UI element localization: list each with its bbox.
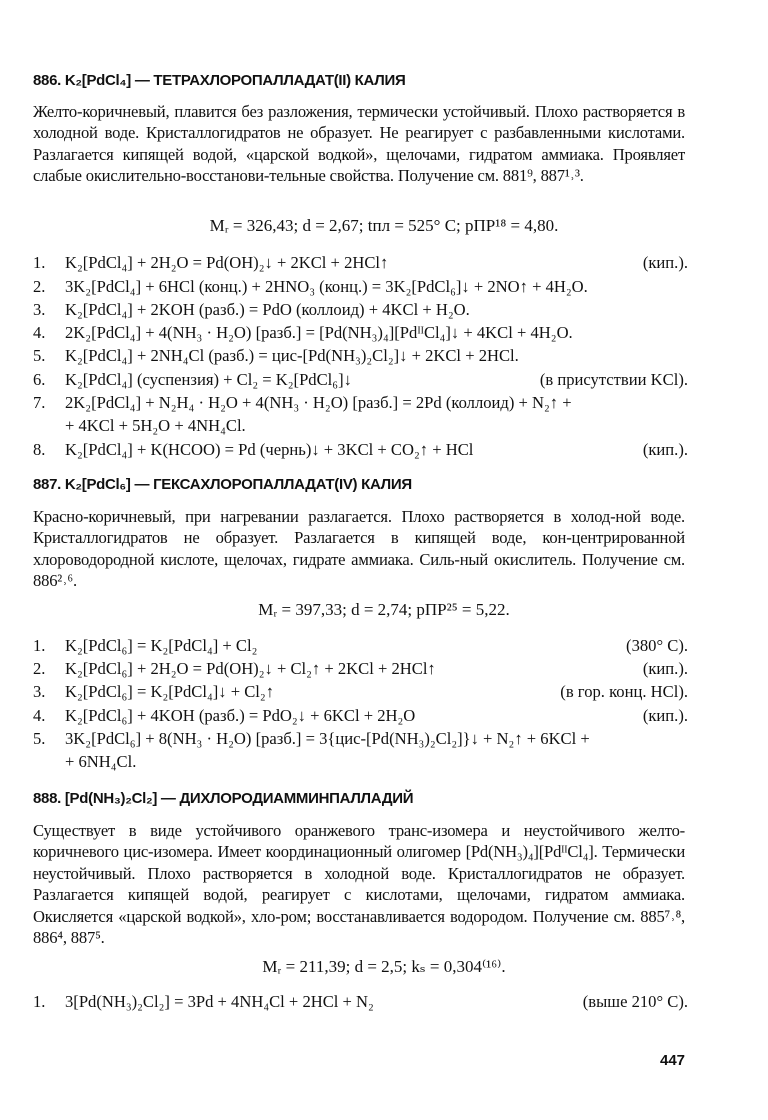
reaction-equation: K₂[PdCl₄] + 2NH₄Cl (разб.) = цис-[Pd(NH₃)₂Cl₂]↓ + 2KCl + 2HCl.: [65, 346, 519, 365]
reaction-equation: K₂[PdCl₆] + 4KOH (разб.) = PdO₂↓ + 6KCl + 2H₂O: [65, 706, 416, 725]
reaction-equation: 2K₂[PdCl₄] + 4(NH₃ · H₂O) [разб.] = [Pd(NH₃)₄][PdᴵᴵCl₄]↓ + 4KCl + 4H₂O.: [65, 323, 573, 342]
page-number: 447: [660, 1052, 686, 1069]
reaction-number: 1.: [33, 636, 46, 655]
reaction-condition: (кип.).: [642, 440, 688, 459]
reaction-equation: 2K₂[PdCl₄] + N₂H₄ · H₂O + 4(NH₃ · H₂O) [разб.] = 2Pd (коллоид) + N₂↑ +: [65, 393, 572, 412]
reaction-equation: K₂[PdCl₄] + K(HCOO) = Pd (чернь)↓ + 3KCl + CO₂↑ + HCl: [65, 440, 474, 459]
reaction-number: 6.: [33, 370, 46, 389]
section-888-properties: Mᵣ = 211,39; d = 2,5; kₛ = 0,304⁽¹⁶⁾.: [262, 957, 506, 976]
reaction-number: 3.: [33, 300, 46, 319]
section-888-description: Существует в виде устойчивого оранжевого транс-изомера и неустойчивого желто-коричневого цис-изомера. Имеет координационный олигомер [Pd(NH₃)₄][PdᴵᴵCl₄]. Термически неустойчивый. Плохо растворяется в холодной воде. Кристаллогидратов не образует. Разлагается кипящей водой, реагирует с кислотами, щелочами, гидратом аммиака. Окисляется «царской водкой», хло-ром; восстанавливается водородом. Получение см. 885⁷˒⁸, 886⁴, 887⁵.: [33, 821, 685, 948]
reaction-equation: K₂[PdCl₄] (суспензия) + Cl₂ = K₂[PdCl₆]↓: [65, 370, 352, 389]
reaction-number: 4.: [33, 706, 46, 725]
section-886-heading: 886. K₂[PdCl₄] — ТЕТРАХЛОРОПАЛЛАДАТ(II) КАЛИЯ: [33, 72, 406, 89]
reaction-equation: + 6NH₄Cl.: [65, 752, 137, 771]
reaction-number: 3.: [33, 682, 46, 701]
reaction-equation: K₂[PdCl₄] + 2KOH (разб.) = PdO (коллоид) + 4KCl + H₂O.: [65, 300, 470, 319]
reaction-condition: (в гор. конц. HCl).: [560, 682, 688, 701]
reaction-equation: K₂[PdCl₆] = K₂[PdCl₄]↓ + Cl₂↑: [65, 682, 274, 701]
section-888-heading: 888. [Pd(NH₃)₂Cl₂] — ДИХЛОРОДИАММИНПАЛЛАДИЙ: [33, 790, 414, 807]
reaction-equation: K₂[PdCl₆] + 2H₂O = Pd(OH)₂↓ + Cl₂↑ + 2KCl + 2HCl↑: [65, 659, 436, 678]
section-887-properties: Mᵣ = 397,33; d = 2,74; pПР²⁵ = 5,22.: [258, 600, 510, 619]
reaction-number: 2.: [33, 659, 46, 678]
reaction-condition: (кип.).: [642, 253, 688, 272]
section-886-properties: Mᵣ = 326,43; d = 2,67; tпл = 525° C; pПР¹⁸ = 4,80.: [209, 216, 559, 235]
reaction-condition: (кип.).: [642, 706, 688, 725]
reaction-number: 5.: [33, 729, 46, 748]
reaction-equation: 3[Pd(NH₃)₂Cl₂] = 3Pd + 4NH₄Cl + 2HCl + N₂: [65, 992, 374, 1011]
reaction-number: 1.: [33, 253, 46, 272]
reaction-condition: (выше 210° C).: [582, 992, 688, 1011]
reaction-condition: (кип.).: [642, 659, 688, 678]
reaction-equation: 3K₂[PdCl₆] + 8(NH₃ · H₂O) [разб.] = 3{цис-[Pd(NH₃)₂Cl₂]}↓ + N₂↑ + 6KCl +: [65, 729, 590, 748]
reaction-equation: + 4KCl + 5H₂O + 4NH₄Cl.: [65, 416, 246, 435]
section-887-description: Красно-коричневый, при нагревании разлагается. Плохо растворяется в холод-ной воде. Кристаллогидратов не образует. Разлагается в кипящей воде, кон-центрированной хлороводородной кислоте, щелочах, гидрате аммиака. Силь-ный окислитель. Получение см. 886²˒⁶.: [33, 507, 685, 591]
reaction-number: 5.: [33, 346, 46, 365]
reaction-number: 1.: [33, 992, 46, 1011]
reaction-number: 8.: [33, 440, 46, 459]
section-887-heading: 887. K₂[PdCl₆] — ГЕКСАХЛОРОПАЛЛАДАТ(IV) КАЛИЯ: [33, 476, 412, 493]
reaction-equation: 3K₂[PdCl₄] + 6HCl (конц.) + 2HNO₃ (конц.) = 3K₂[PdCl₆]↓ + 2NO↑ + 4H₂O.: [65, 277, 588, 296]
reaction-number: 7.: [33, 393, 46, 412]
reaction-equation: K₂[PdCl₆] = K₂[PdCl₄] + Cl₂: [65, 636, 258, 655]
reaction-number: 2.: [33, 277, 46, 296]
reaction-number: 4.: [33, 323, 46, 342]
section-886-description: Желто-коричневый, плавится без разложения, термически устойчивый. Плохо растворяется в холодной воде. Кристаллогидратов не образует. Не реагирует с разбавленными кислотами. Разлагается кипящей водой, «царской водкой», щелочами, гидратом аммиака. Проявляет слабые окислительно-восстанови-тельные свойства. Получение см. 881⁹, 887¹˒³.: [33, 102, 685, 186]
reaction-equation: K₂[PdCl₄] + 2H₂O = Pd(OH)₂↓ + 2KCl + 2HCl↑: [65, 253, 389, 272]
reaction-condition: (380° C).: [626, 636, 688, 655]
reaction-condition: (в присутствии KCl).: [539, 370, 688, 389]
